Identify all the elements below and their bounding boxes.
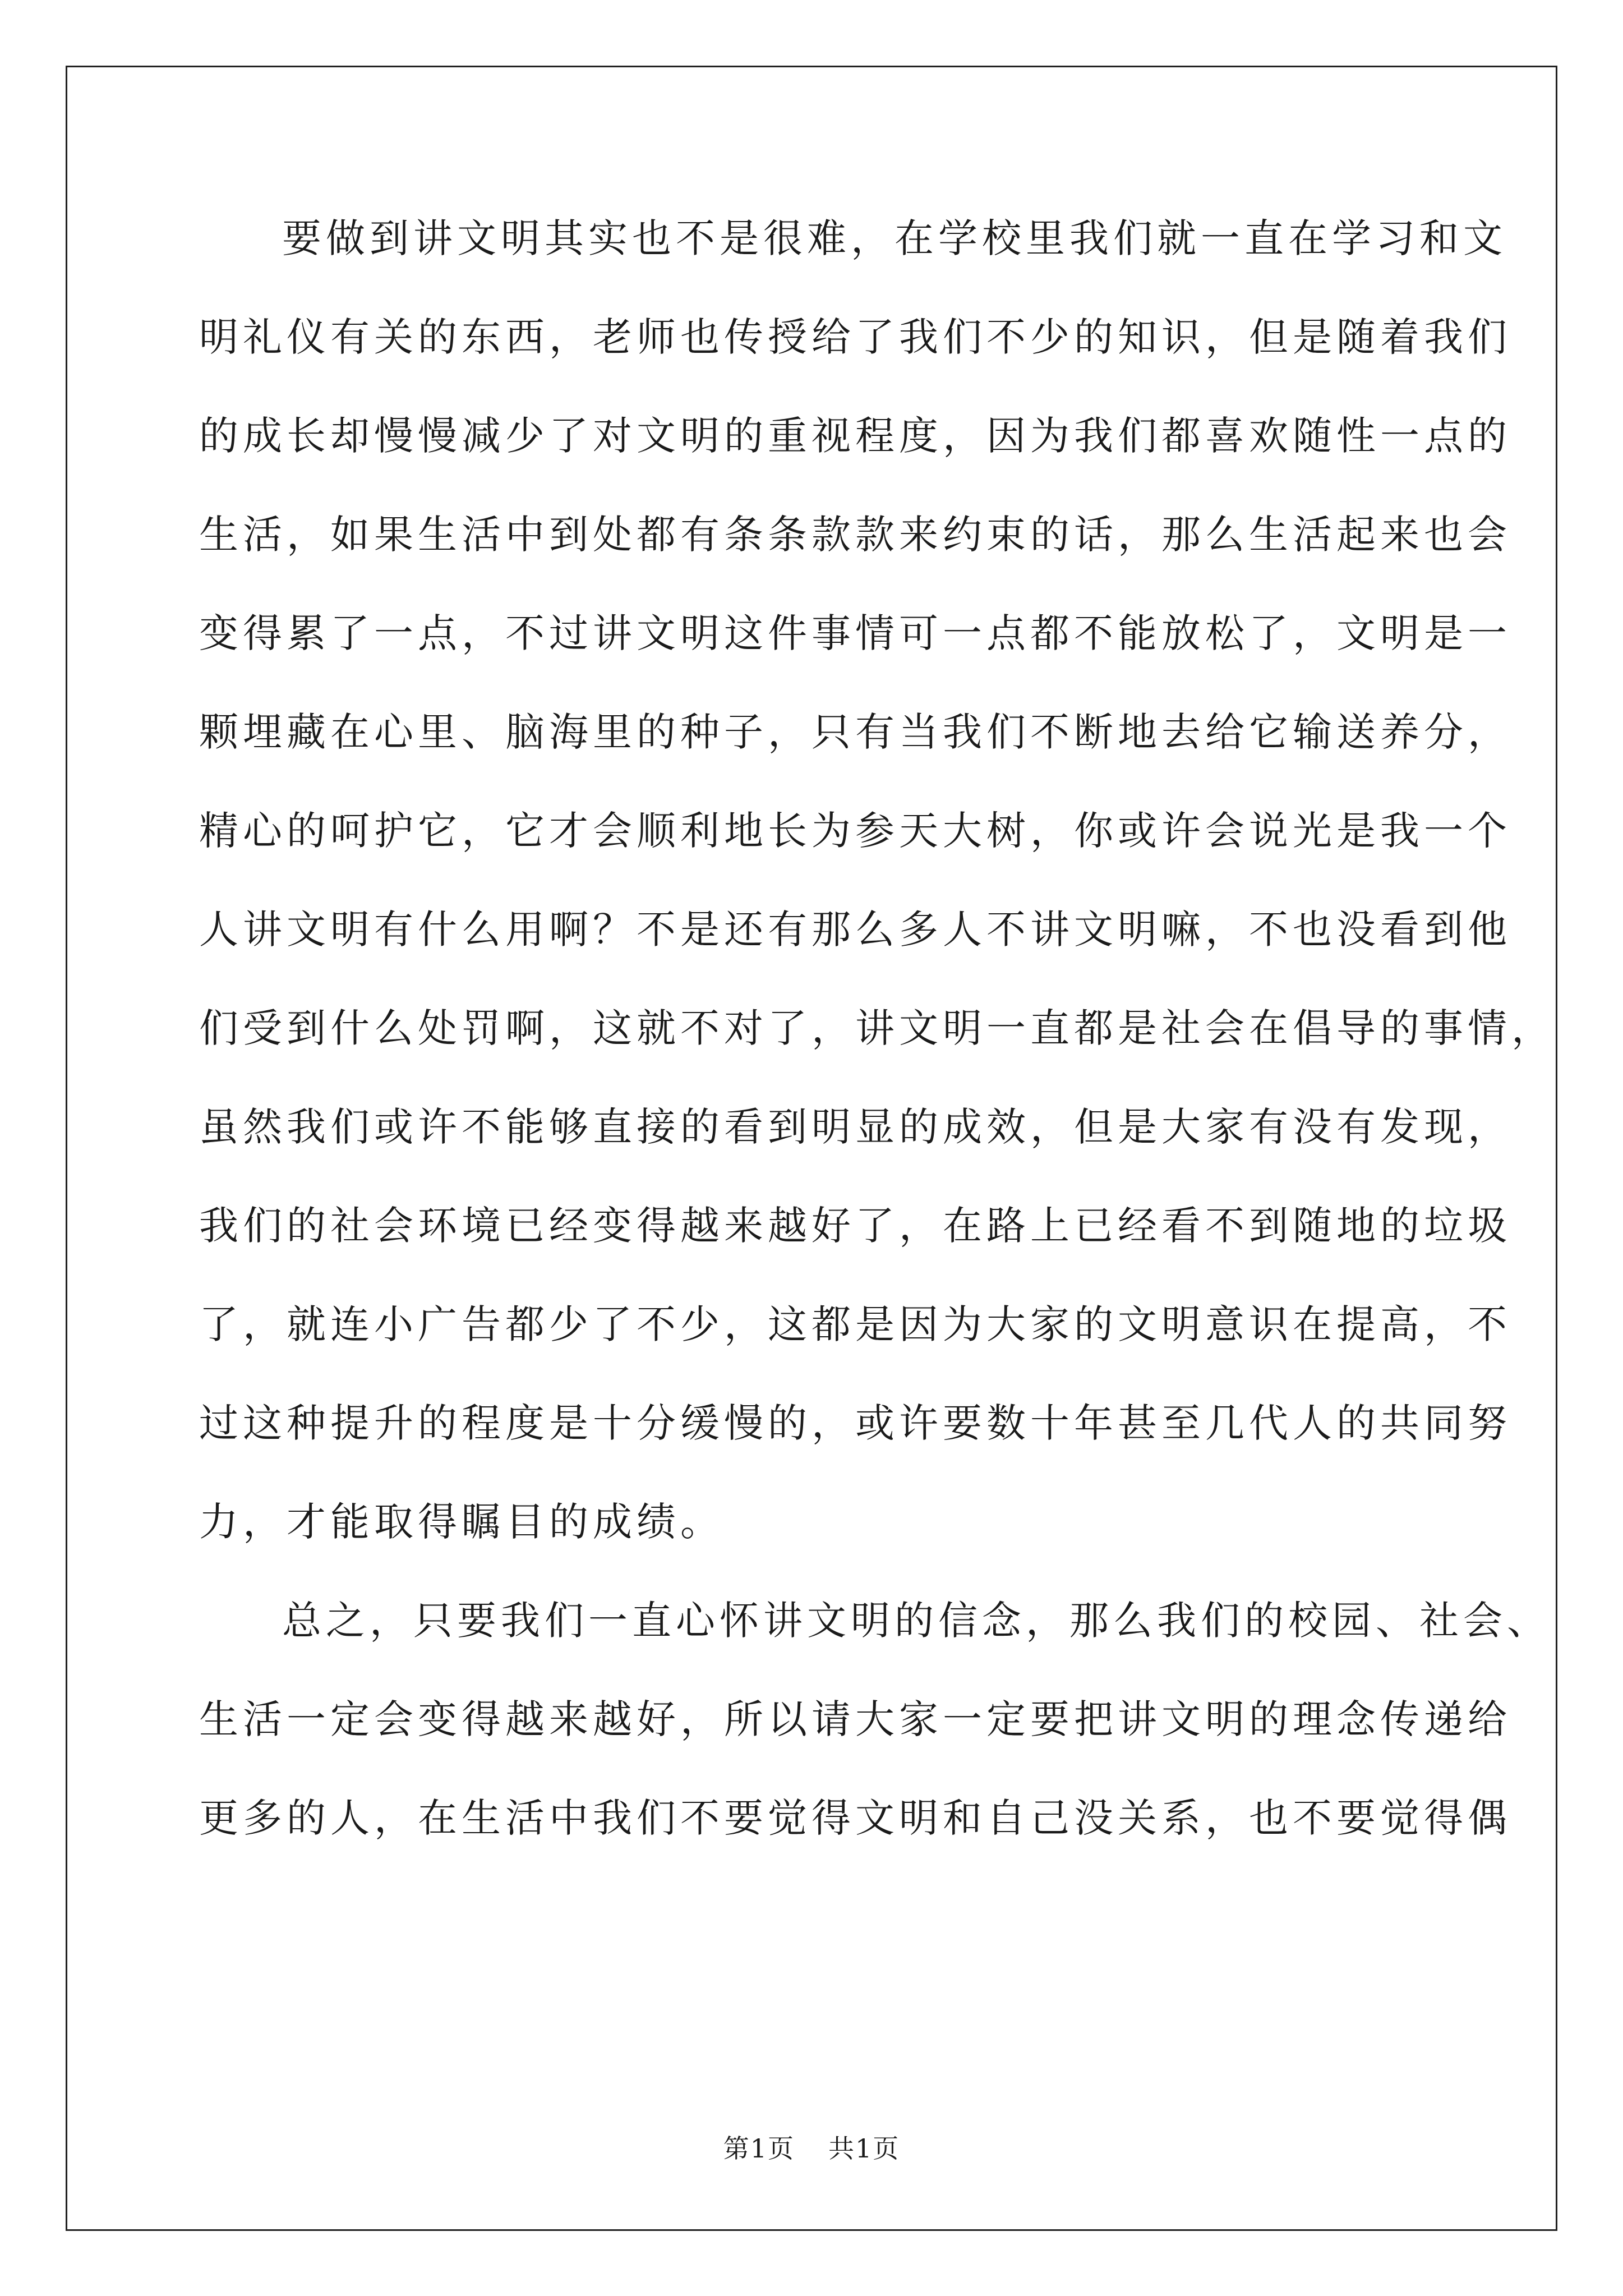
document-body [199, 213, 1555, 1892]
paragraph-1-line-14: 力，才能取得瞩目的成绩。 [199, 1499, 724, 1545]
paragraph-1-line-6: 颗埋藏在心里、脑海里的种子，只有当我们不断地去给它输送养分， [199, 709, 1511, 755]
paragraph-1-line-10: 虽然我们或许不能够直接的看到明显的成效，但是大家有没有发现， [199, 1104, 1511, 1150]
paragraph-1-line-11: 我们的社会环境已经变得越来越好了，在路上已经看不到随地的垃圾 [199, 1203, 1511, 1249]
paragraph-1-line-7: 精心的呵护它，它才会顺利地长为参天大树，你或许会说光是我一个 [199, 808, 1511, 854]
paragraph-1-line-9: 们受到什么处罚啊，这就不对了，讲文明一直都是社会在倡导的事情， [199, 1005, 1555, 1051]
page-number: 第1页 [723, 2133, 795, 2164]
paragraph-1-line-3: 的成长却慢慢减少了对文明的重视程度，因为我们都喜欢随性一点的 [199, 413, 1511, 459]
paragraph-2-line-1: 总之，只要我们一直心怀讲文明的信念，那么我们的校园、社会、 [282, 1598, 1551, 1644]
paragraph-1-line-8: 人讲文明有什么用啊？不是还有那么多人不讲文明嘛，不也没看到他 [199, 907, 1511, 953]
page-total: 共1页 [828, 2133, 900, 2164]
paragraph-1-line-13: 过这种提升的程度是十分缓慢的，或许要数十年甚至几代人的共同努 [199, 1400, 1511, 1446]
paragraph-1-line-5: 变得累了一点，不过讲文明这件事情可一点都不能放松了，文明是一 [199, 610, 1511, 656]
paragraph-1-line-1: 要做到讲文明其实也不是很难，在学校里我们就一直在学习和文 [282, 215, 1507, 261]
paragraph-2-line-3: 更多的人，在生活中我们不要觉得文明和自己没关系，也不要觉得偶 [199, 1795, 1511, 1841]
page-footer [0, 2132, 1623, 2165]
paragraph-1-line-4: 生活，如果生活中到处都有条条款款来约束的话，那么生活起来也会 [199, 512, 1511, 558]
paragraph-2-line-2: 生活一定会变得越来越好，所以请大家一定要把讲文明的理念传递给 [199, 1696, 1511, 1742]
paragraph-1-line-12: 了，就连小广告都少了不少，这都是因为大家的文明意识在提高，不 [199, 1301, 1511, 1347]
paragraph-1-line-2: 明礼仪有关的东西，老师也传授给了我们不少的知识，但是随着我们 [199, 314, 1511, 360]
